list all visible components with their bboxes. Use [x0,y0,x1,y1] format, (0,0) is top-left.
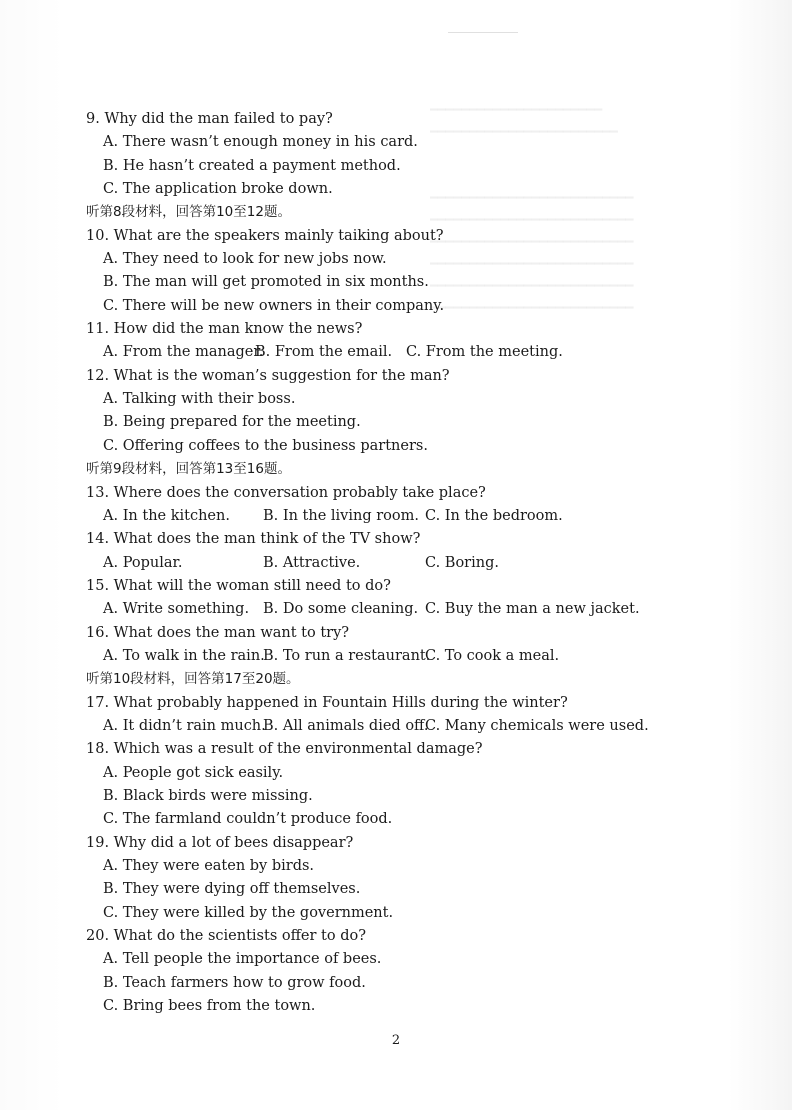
bleed-through-text: ━━━━━━━━━━━━━━━━━━━━━━ ━━━━━━━━━━━━━━━━━━━━━━━━ ━━━━━━━━━━━━━━━━━━━━━━━━━━ ━━━━━━━━━━━━━━━━━━━━━━━━━━ ━━━━━━━━━━━━━━━━━━━━━━━━━━ ━━━━━━━━━━━━━━━━━━━━━━━━━━ ━━━━━━━━━━━━━━━━━━━━━━━━━━ ━━━━━━━━━━━━━━━━━━━━━━━━━━ [430,103,634,316]
question-12-option-a: A. Talking with their boss. [103,391,296,408]
question-11-options [86,341,686,364]
question-16-option-c: C. To cook a meal. [425,647,560,664]
question-10-option-b: B. The man will get promoted in six months. [103,274,429,291]
question-16: 16. What does the man want to try? [86,624,350,641]
question-11: 11. How did the man know the news? [86,321,363,338]
question-13-options [86,505,686,528]
question-14: 14. What does the man think of the TV show? [86,531,421,548]
question-13: 13. Where does the conversation probably take place? [86,484,486,501]
question-13-option-c: C. In the bedroom. [425,507,563,524]
question-17-option-c: C. Many chemicals were used. [425,717,649,734]
question-14-option-b: B. Attractive. [263,554,361,571]
question-9-option-a: A. There wasn’t enough money in his card. [103,134,418,151]
question-17-options [86,715,686,738]
page-number: 2 [391,1033,401,1048]
question-17: 17. What probably happened in Fountain Hills during the winter? [86,694,568,711]
question-15-option-c: C. Buy the man a new jacket. [425,601,640,618]
question-14-option-a: A. Popular. [103,554,183,571]
question-15-options [86,598,686,621]
question-19: 19. Why did a lot of bees disappear? [86,834,354,851]
question-19-option-c: C. They were killed by the government. [103,904,394,921]
question-13-option-a: A. In the kitchen. [103,507,230,524]
question-16-options [86,645,686,668]
question-19-option-b: B. They were dying off themselves. [103,881,361,898]
question-11-option-c: C. From the meeting. [406,344,563,361]
question-11-option-b: B. From the email. [255,344,393,361]
question-15-option-b: B. Do some cleaning. [263,601,419,618]
question-20: 20. What do the scientists offer to do? [86,928,366,945]
question-18-option-b: B. Black birds were missing. [103,787,313,804]
section-heading-9: 听第9段材料，回答第13至16题。 [86,461,291,478]
question-18-option-a: A. People got sick easily. [103,764,284,781]
question-11-option-a: A. From the manager. [103,344,264,361]
scan-artifact [448,18,518,33]
question-15: 15. What will the woman still need to do? [86,577,391,594]
question-19-option-a: A. They were eaten by birds. [103,858,315,874]
question-13-option-b: B. In the living room. [263,507,419,524]
section-heading-10: 听第10段材料，回答第17至20题。 [86,671,300,688]
question-10-option-c: C. There will be new owners in their company. [103,297,445,314]
question-18: 18. Which was a result of the environmental damage? [86,741,483,758]
question-17-option-b: B. All animals died off. [263,717,429,734]
question-17-option-a: A. It didn’t rain much. [103,717,266,734]
questions-block [86,108,686,1018]
question-16-option-a: A. To walk in the rain. [103,647,265,664]
question-12-option-b: B. Being prepared for the meeting. [103,414,361,431]
question-18-option-c: C. The farmland couldn’t produce food. [103,811,393,828]
question-10-option-a: A. They need to look for new jobs now. [103,251,387,268]
question-9-option-c: C. The application broke down. [103,181,333,198]
question-12: 12. What is the woman’s suggestion for the man? [86,367,450,384]
question-14-option-c: C. Boring. [425,554,499,571]
question-20-option-b: B. Teach farmers how to grow food. [103,974,366,991]
question-20-option-a: A. Tell people the importance of bees. [103,951,382,968]
question-20-option-c: C. Bring bees from the town. [103,998,316,1015]
section-heading-8: 听第8段材料，回答第10至12题。 [86,204,291,221]
question-16-option-b: B. To run a restaurant. [263,647,431,664]
question-12-option-c: C. Offering coffees to the business partners. [103,437,428,454]
question-9-option-b: B. He hasn’t created a payment method. [103,157,401,174]
question-15-option-a: A. Write something. [103,601,250,618]
question-14-options [86,552,686,575]
question-10: 10. What are the speakers mainly taiking about? [86,227,444,244]
question-9: 9. Why did the man failed to pay? [86,111,333,127]
